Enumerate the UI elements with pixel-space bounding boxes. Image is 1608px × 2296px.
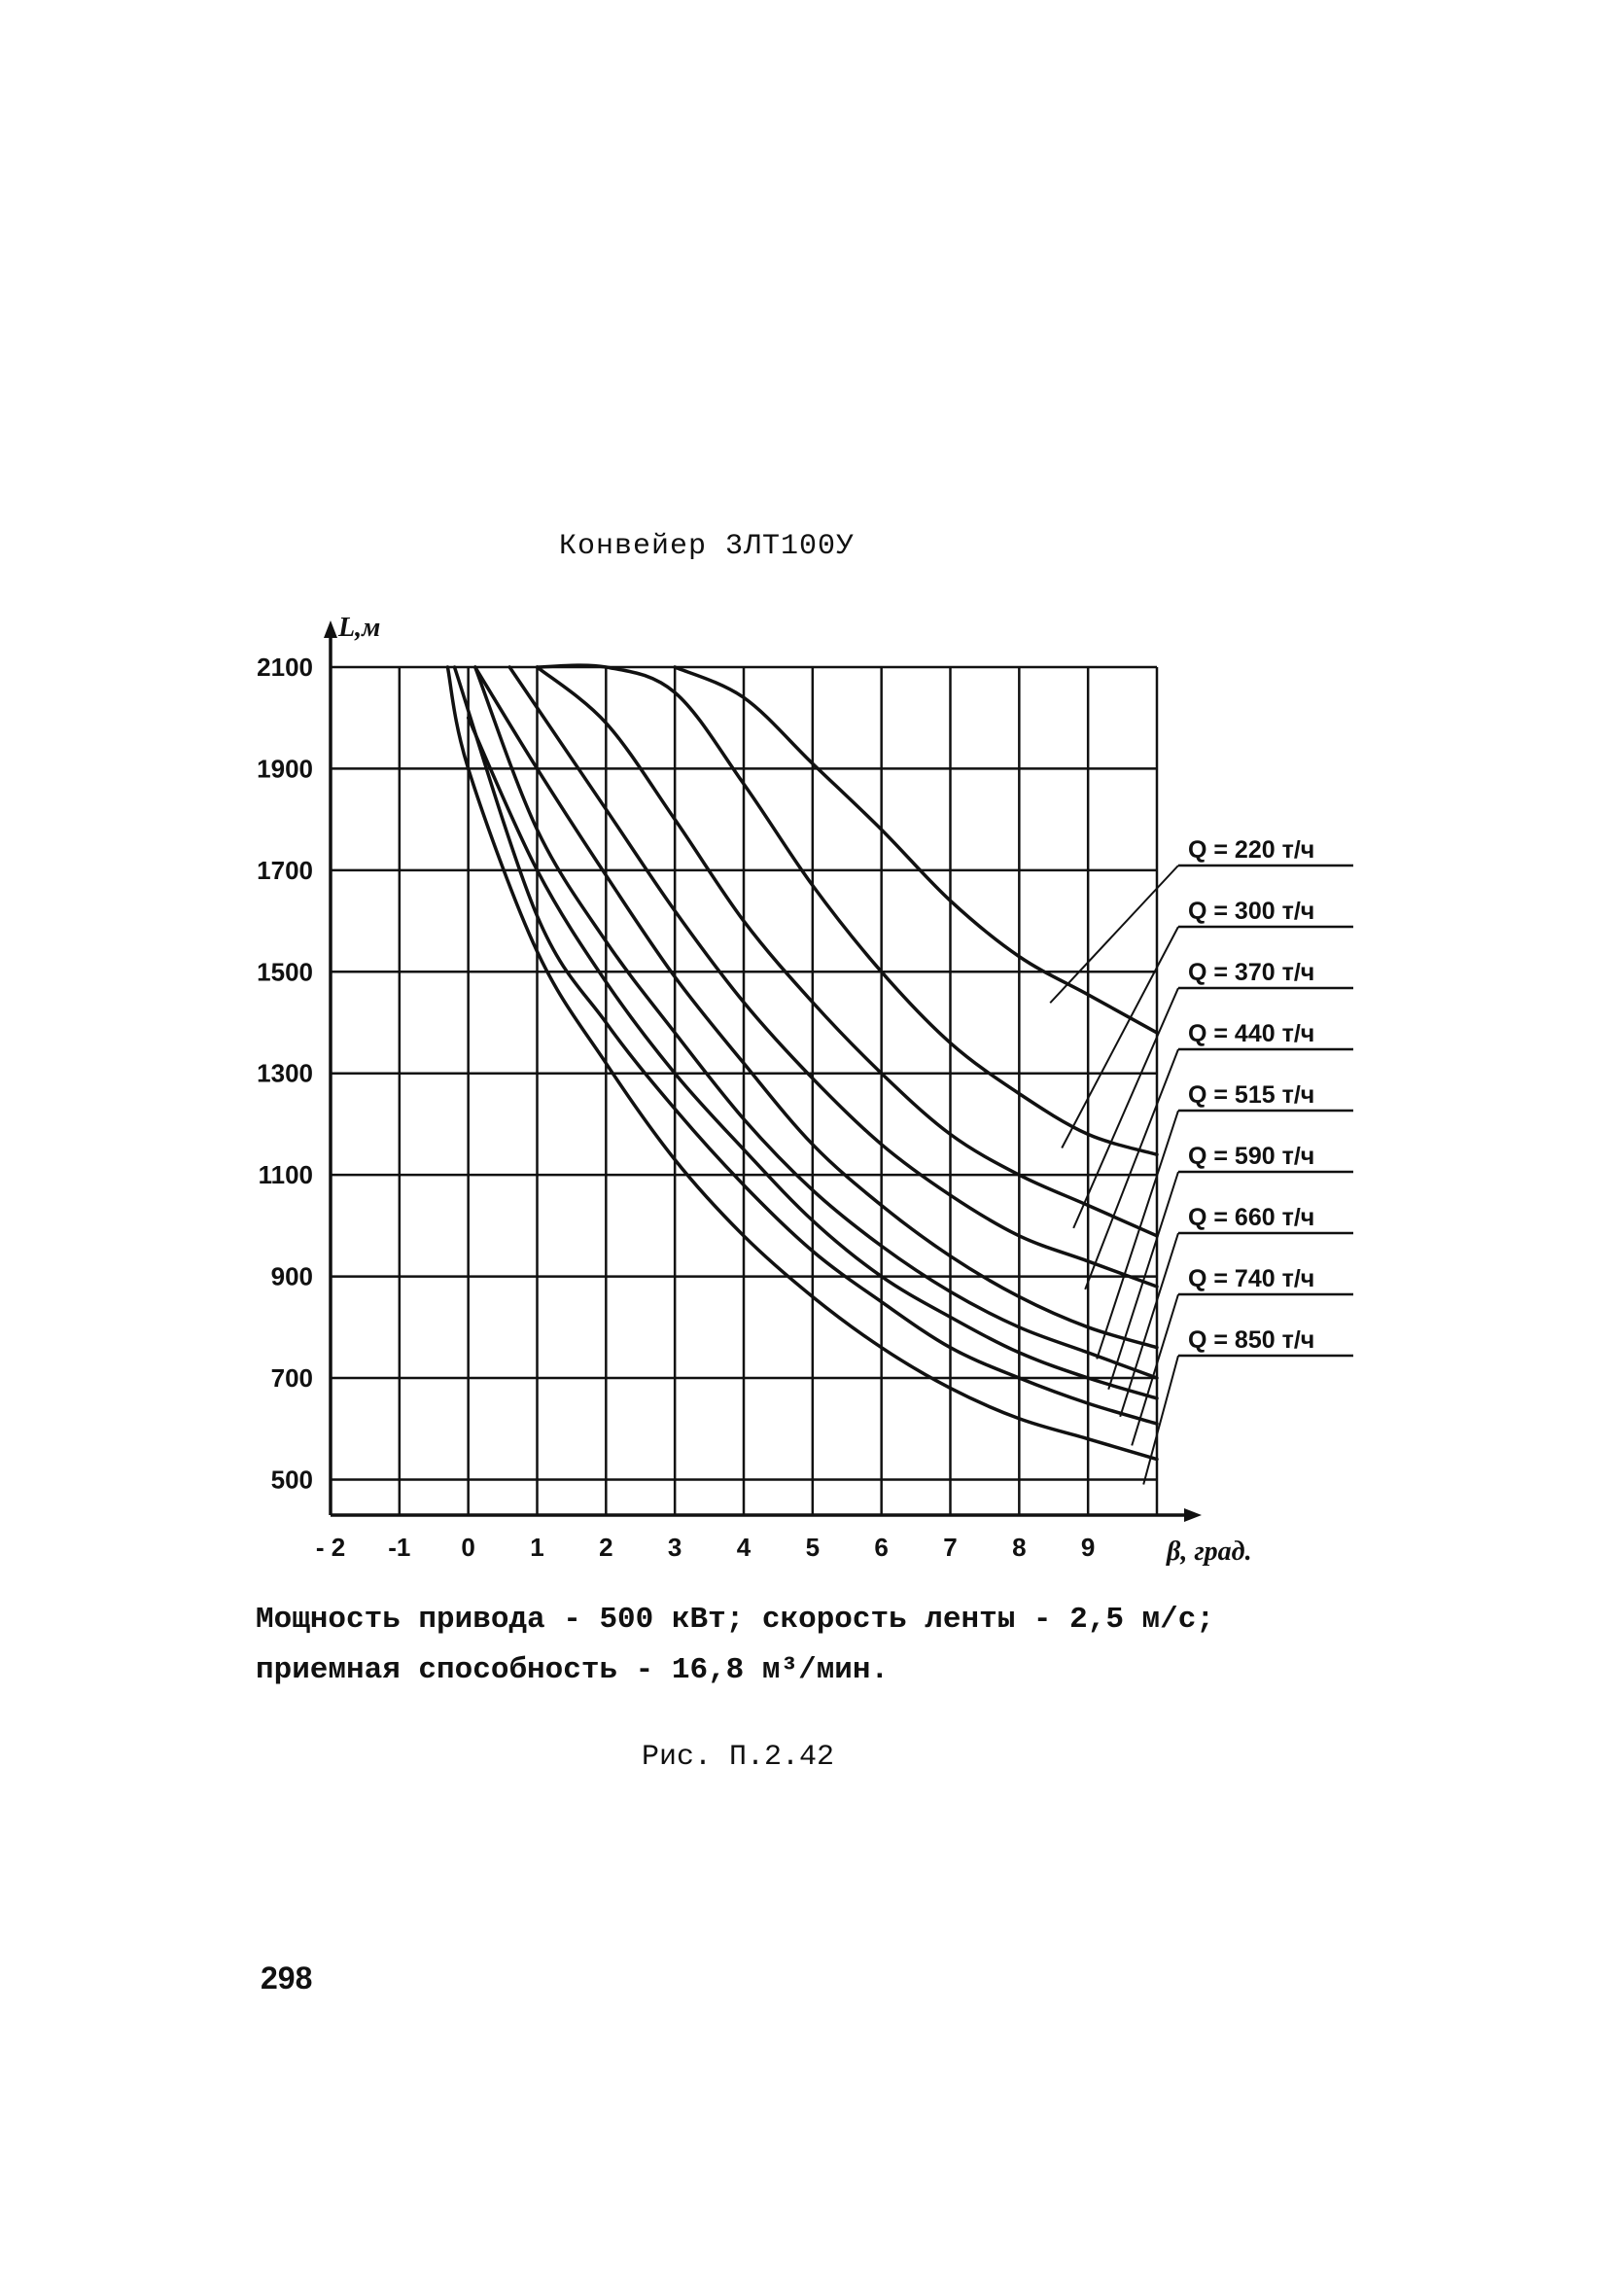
axes-layer (324, 620, 1202, 1522)
caption-line-1: Мощность привода - 500 кВт; скорость ленты - 2,5 м/с; (256, 1603, 1214, 1637)
legend-label: Q = 220 т/ч (1188, 836, 1315, 864)
legend-label: Q = 740 т/ч (1188, 1265, 1315, 1292)
legend-layer (1050, 836, 1353, 1484)
series-line-1 (675, 667, 1157, 1033)
x-tick-label: 2 (599, 1533, 613, 1562)
y-tick-label: 2100 (257, 653, 313, 682)
x-tick-label: 4 (736, 1533, 752, 1562)
caption-line-2: приемная способность - 16,8 м³/мин. (256, 1653, 890, 1687)
x-tick-label: 3 (667, 1533, 682, 1562)
x-tick-label: 6 (874, 1533, 889, 1562)
x-axis-title: β, град. (1167, 1537, 1252, 1567)
x-axis-arrow (1184, 1508, 1202, 1522)
series-layer (447, 665, 1157, 1459)
legend-leader-line (1062, 927, 1178, 1148)
legend-label: Q = 370 т/ч (1188, 959, 1315, 986)
legend-label: Q = 660 т/ч (1188, 1204, 1315, 1231)
legend-label: Q = 300 т/ч (1188, 898, 1315, 925)
x-tick-label: 8 (1012, 1533, 1027, 1562)
grid-layer (331, 667, 1157, 1515)
legend-label: Q = 440 т/ч (1188, 1020, 1315, 1047)
x-tick-label: 9 (1080, 1533, 1096, 1562)
y-axis-title: L,м (338, 613, 381, 643)
legend-leader-line (1050, 865, 1178, 1003)
x-tick-label: 0 (461, 1533, 475, 1562)
y-tick-label: 500 (270, 1465, 313, 1495)
x-tick-label: -1 (388, 1533, 411, 1562)
y-tick-label: 700 (270, 1363, 313, 1394)
label-layer (257, 613, 1251, 1567)
x-tick-label: 7 (943, 1533, 958, 1562)
y-tick-label: 900 (270, 1261, 313, 1291)
legend-label: Q = 590 т/ч (1188, 1143, 1315, 1170)
x-tick-label: 5 (805, 1533, 821, 1562)
page-number: 298 (261, 1960, 313, 1996)
figure-label: Рис. П.2.42 (642, 1741, 835, 1774)
y-tick-label: 1300 (257, 1058, 313, 1088)
legend-label: Q = 515 т/ч (1188, 1081, 1315, 1109)
series-line-3 (538, 667, 1158, 1236)
legend-label: Q = 850 т/ч (1188, 1326, 1315, 1354)
y-tick-label: 1500 (257, 957, 313, 987)
chart-title: Конвейер 3ЛТ100У (559, 530, 856, 563)
x-tick-label: 1 (530, 1533, 544, 1562)
chart-caption (256, 1595, 1325, 1696)
x-tick-label: - 2 (315, 1533, 346, 1562)
series-line-8 (455, 667, 1158, 1424)
y-tick-label: 1700 (257, 855, 313, 885)
y-tick-label: 1100 (258, 1160, 313, 1190)
y-tick-label: 1900 (257, 754, 313, 784)
y-axis-arrow (324, 620, 337, 638)
